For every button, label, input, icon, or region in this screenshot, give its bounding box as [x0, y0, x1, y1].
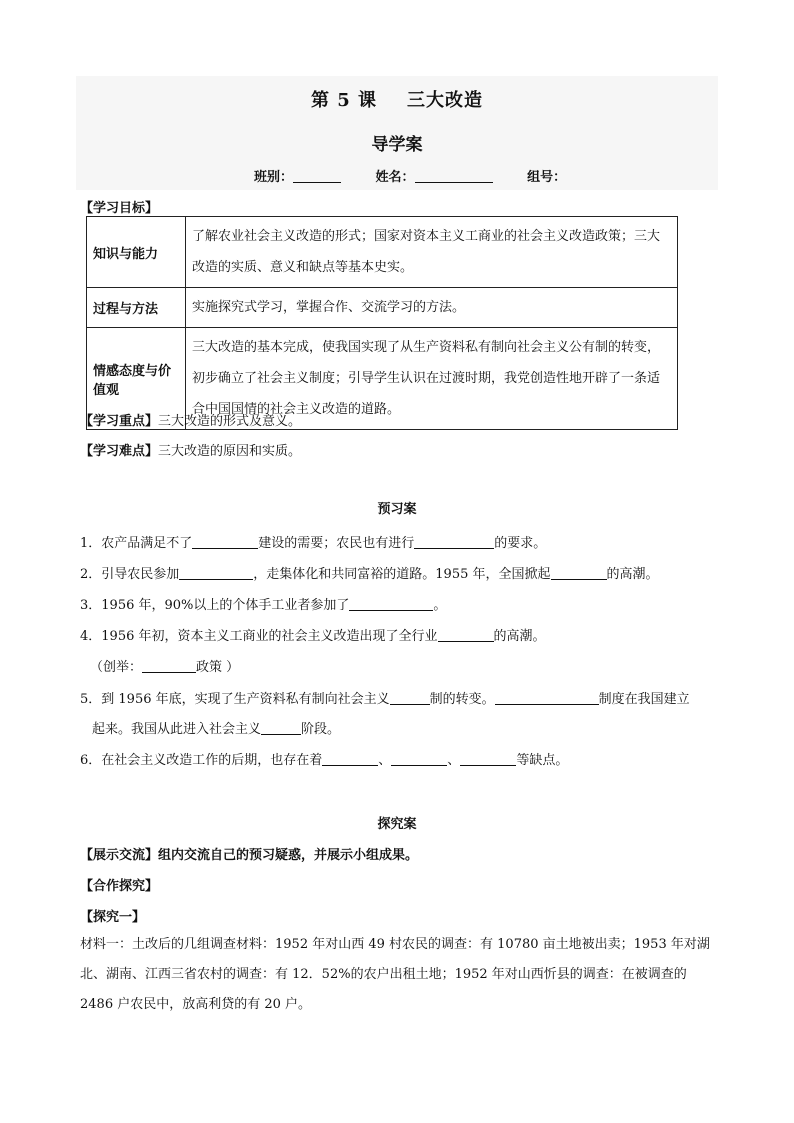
focus-line: 【学习重点】三大改造的形式及意义。	[80, 414, 302, 429]
show-exchange-line: 【展示交流】组内交流自己的预习疑惑，并展示小组成果。	[80, 848, 419, 863]
answer-blank[interactable]	[390, 691, 430, 705]
answer-blank[interactable]	[261, 721, 301, 735]
name-field[interactable]	[376, 166, 493, 185]
objective-value: 了解农业社会主义改造的形式；国家对资本主义工商业的社会主义改造政策；三大改造的实质、意义和缺点等基本史实。	[186, 217, 678, 288]
preview-question-6: 6．在社会主义改造工作的后期，也存在着 、 、 等缺点。	[80, 753, 569, 768]
answer-blank[interactable]	[460, 752, 516, 766]
answer-blank[interactable]	[414, 535, 494, 549]
class-field[interactable]	[254, 166, 341, 185]
table-row	[87, 288, 678, 328]
class-blank[interactable]	[293, 169, 341, 183]
answer-blank[interactable]	[438, 628, 494, 642]
class-label: 班别：	[254, 170, 294, 185]
group-label: 组号：	[527, 170, 567, 185]
preview-heading: 预习案	[377, 502, 417, 517]
inquiry-one-heading: 【探究一】	[80, 910, 146, 925]
objective-key: 情感态度与价值观	[87, 328, 186, 430]
answer-blank[interactable]	[322, 752, 378, 766]
objectives-heading: 【学习目标】	[80, 201, 159, 216]
preview-question-5: 5．到 1956 年底，实现了生产资料私有制向社会主义 制的转变。 制度在我国建立	[80, 692, 690, 707]
difficulty-line: 【学习难点】三大改造的原因和实质。	[80, 444, 302, 459]
lesson-number: 第 5 课	[310, 90, 378, 111]
objective-key: 过程与方法	[87, 288, 186, 328]
answer-blank[interactable]	[349, 597, 433, 611]
name-label: 姓名：	[375, 170, 415, 185]
preview-question-1: 1．农产品满足不了 建设的需要；农民也有进行 的要求。	[80, 536, 547, 551]
lesson-title: 三大改造	[407, 90, 484, 111]
name-blank[interactable]	[415, 169, 493, 183]
objective-key: 知识与能力	[87, 217, 186, 288]
preview-question-3: 3．1956 年，90%以上的个体手工业者参加了 。	[80, 598, 447, 613]
material-one-paragraph: 材料一：土改后的几组调查材料：1952 年对山西 49 村农民的调查：有 10780 亩土地被出卖；1953 年对湖北、湖南、江西三省农村的调查：有 12．52%的农户出租土地；1952 年对山西忻县的调查：在被调查的 2486 户农民中，放高利贷的有 20 户。	[80, 937, 710, 1012]
page-subtitle: 导学案	[371, 135, 423, 155]
preview-question-2: 2．引导农民参加 ，走集体化和共同富裕的道路。1955 年，全国掀起 的高潮。	[80, 567, 659, 582]
objective-value: 实施探究式学习，掌握合作、交流学习的方法。	[186, 288, 678, 328]
preview-question-5-continued: 起来。我国从此进入社会主义 阶段。	[92, 722, 341, 737]
answer-blank[interactable]	[495, 691, 599, 705]
preview-question-4: 4．1956 年初，资本主义工商业的社会主义改造出现了全行业 的高潮。	[80, 629, 546, 644]
preview-question-4-note: （创举： 政策 ）	[90, 660, 240, 675]
group-field[interactable]	[527, 166, 566, 185]
answer-blank[interactable]	[142, 659, 196, 673]
table-row	[87, 217, 678, 288]
answer-blank[interactable]	[551, 566, 607, 580]
objective-value: 三大改造的基本完成，使我国实现了从生产资料私有制向社会主义公有制的转变，初步确立了社会主义制度；引导学生认识在过渡时期，我党创造性地开辟了一条适合中国国情的社会主义改造的道路。	[186, 328, 678, 430]
explore-heading: 探究案	[377, 817, 417, 832]
answer-blank[interactable]	[391, 752, 447, 766]
student-info-fields	[254, 166, 596, 185]
objectives-table	[86, 216, 678, 430]
answer-blank[interactable]	[179, 566, 253, 580]
page-title	[0, 86, 794, 112]
answer-blank[interactable]	[192, 535, 258, 549]
cooperation-heading: 【合作探究】	[80, 879, 159, 894]
